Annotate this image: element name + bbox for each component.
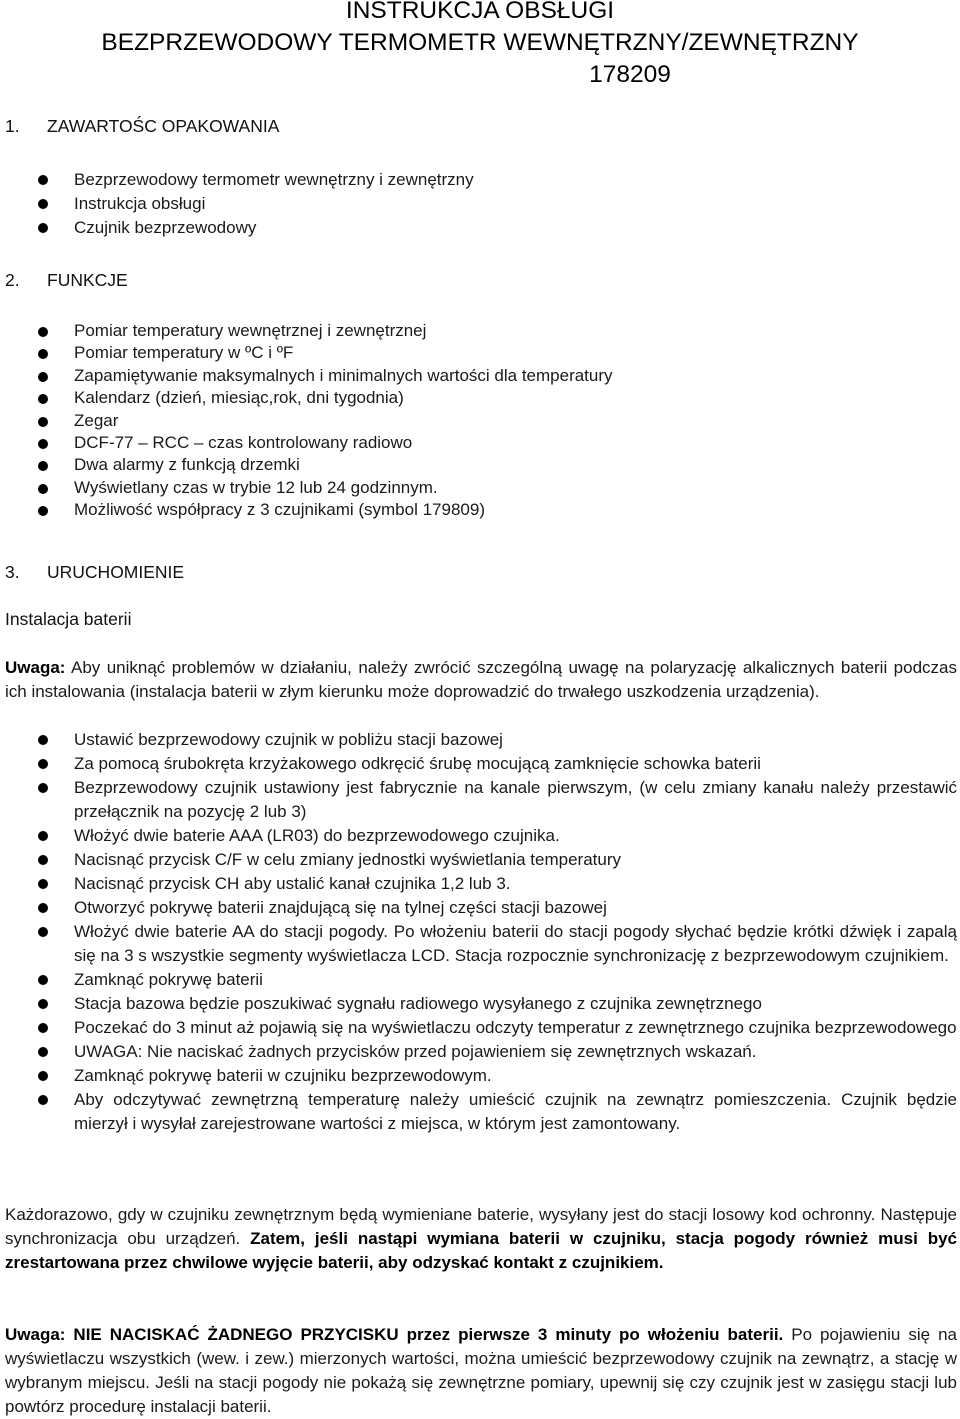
final-note-paragraph: Uwaga: NIE NACISKAĆ ŻADNEGO PRZYCISKU przez pierwsze 3 minuty po włożeniu baterii. Po pojawieniu się na wyświetlaczu wszystkich (wew. i zew.) mierzonych wartości, można umieścić bezprzewodowy czujnik na zewnątrz, a stację w wybranym miejscu. Jeśli na stacji pogody nie pokażą się zewnętrzne pomiary, upewnij się czy czujnik jest w zasięgu stacji lub powtórz procedurę instalacji baterii. [5,1325,957,1416]
product-code: 178209 [589,61,671,88]
battery-install-subtitle: Instalacja baterii [5,609,132,629]
bullet-icon [38,1023,48,1033]
list-item: Pomiar temperatury w ºC i ºF [0,342,960,364]
list-item: Poczekać do 3 minut aż pojawią się na wyświetlaczu odczyty temperatur z zewnętrznego czujnika bezprzewodowego [0,1016,960,1040]
section-2-title: FUNKCJE [47,270,128,290]
bullet-icon [38,927,48,937]
list-item: Bezprzewodowy termometr wewnętrzny i zewnętrzny [0,168,960,192]
bullet-icon [38,879,48,889]
bullet-icon [38,1071,48,1081]
list-item: UWAGA: Nie naciskać żadnych przycisków przed pojawieniem się zewnętrznych wskazań. [0,1040,960,1064]
bullet-icon [38,223,48,233]
bullet-icon [38,735,48,745]
bullet-icon [38,199,48,209]
list-item: Otworzyć pokrywę baterii znajdującą się na tylnej części stacji bazowej [0,896,960,920]
section-1-title: ZAWARTOŚC OPAKOWANIA [47,116,280,136]
list-item: Czujnik bezprzewodowy [0,216,960,240]
sensor-battery-replacement-paragraph: Każdorazowo, gdy w czujniku zewnętrznym będą wymieniane baterie, wysyłany jest do stacji losowy kod ochronny. Następuje synchronizacja obu urządzeń. Zatem, jeśli nastąpi wymiana baterii w czujniku, stacja pogody również musi być zrestartowana przez chwilowe wyjęcie baterii, aby odzyskać kontakt z czujnikiem. [5,1205,957,1272]
bullet-icon [38,506,48,516]
list-item: Nacisnąć przycisk CH aby ustalić kanał czujnika 1,2 lub 3. [0,872,960,896]
features-list [0,320,960,522]
bullet-icon [38,1095,48,1105]
bullet-icon [38,327,48,337]
list-item: Kalendarz (dzień, miesiąc,rok, dni tygodnia) [0,387,960,409]
list-item: Włożyć dwie baterie AAA (LR03) do bezprzewodowego czujnika. [0,824,960,848]
bullet-icon [38,759,48,769]
section-3-number: 3. [5,562,20,582]
installation-steps-list [0,728,960,1136]
document-title: INSTRUKCJA OBSŁUGI [345,0,615,24]
bullet-icon [38,372,48,382]
list-item: DCF-77 – RCC – czas kontrolowany radiowo [0,432,960,454]
list-item: Zapamiętywanie maksymalnych i minimalnych wartości dla temperatury [0,365,960,387]
list-item: Bezprzewodowy czujnik ustawiony jest fabrycznie na kanale pierwszym, (w celu zmiany kanału należy przestawić przełącznik na pozycję 2 lub 3) [0,776,960,824]
list-item: Nacisnąć przycisk C/F w celu zmiany jednostki wyświetlania temperatury [0,848,960,872]
battery-warning-paragraph [5,656,957,704]
section-3-heading [5,562,184,583]
list-item: Włożyć dwie baterie AA do stacji pogody. Po włożeniu baterii do stacji pogody słychać będzie krótki dźwięk i zapalą się na 3 s wszystkie segmenty wyświetlacza LCD. Stacja rozpocznie synchronizację z bezprzewodowym czujnikiem. [0,920,960,968]
list-item: Wyświetlany czas w trybie 12 lub 24 godzinnym. [0,477,960,499]
section-1-number: 1. [5,116,20,136]
list-item: Instrukcja obsługi [0,192,960,216]
bullet-icon [38,394,48,404]
bullet-icon [38,855,48,865]
section-3-title: URUCHOMIENIE [47,562,185,582]
bullet-icon [38,903,48,913]
bullet-icon [38,439,48,449]
bullet-icon [38,175,48,185]
document-subtitle: BEZPRZEWODOWY TERMOMETR WEWNĘTRZNY/ZEWNĘTRZNY [101,29,859,56]
section-1-heading [5,116,279,137]
warning-label: Uwaga: [5,658,66,677]
list-item: Pomiar temperatury wewnętrznej i zewnętrznej [0,320,960,342]
list-item: Za pomocą śrubokręta krzyżakowego odkręcić śrubę mocującą zamknięcie schowka baterii [0,752,960,776]
bullet-icon [38,1047,48,1057]
list-item: Zamknąć pokrywę baterii [0,968,960,992]
list-item: Dwa alarmy z funkcją drzemki [0,454,960,476]
bullet-icon [38,417,48,427]
section-2-heading [5,270,128,291]
bullet-icon [38,831,48,841]
package-contents-list [0,168,960,240]
section-2-number: 2. [5,270,20,290]
list-item: Aby odczytywać zewnętrzną temperaturę należy umieścić czujnik na zewnątrz pomieszczenia. Czujnik będzie mierzył i wysyłał zarejestrowane wartości z miejsca, w którym jest zamontowany. [0,1088,960,1136]
bullet-icon [38,461,48,471]
list-item: Stacja bazowa będzie poszukiwać sygnału radiowego wysyłanego z czujnika zewnętrznego [0,992,960,1016]
list-item: Możliwość współpracy z 3 czujnikami (symbol 179809) [0,499,960,521]
warning-text: Aby uniknąć problemów w działaniu, należy zwrócić szczególną uwagę na polaryzację alkalicznych baterii podczas ich instalowania (instalacja baterii w złym kierunku może doprowadzić do trwałego uszkodzenia urządzenia). [5,658,957,701]
bullet-icon [38,975,48,985]
list-item: Zamknąć pokrywę baterii w czujniku bezprzewodowym. [0,1064,960,1088]
bullet-icon [38,783,48,793]
bullet-icon [38,349,48,359]
bullet-icon [38,999,48,1009]
list-item: Zegar [0,410,960,432]
list-item: Ustawić bezprzewodowy czujnik w pobliżu stacji bazowej [0,728,960,752]
bullet-icon [38,484,48,494]
